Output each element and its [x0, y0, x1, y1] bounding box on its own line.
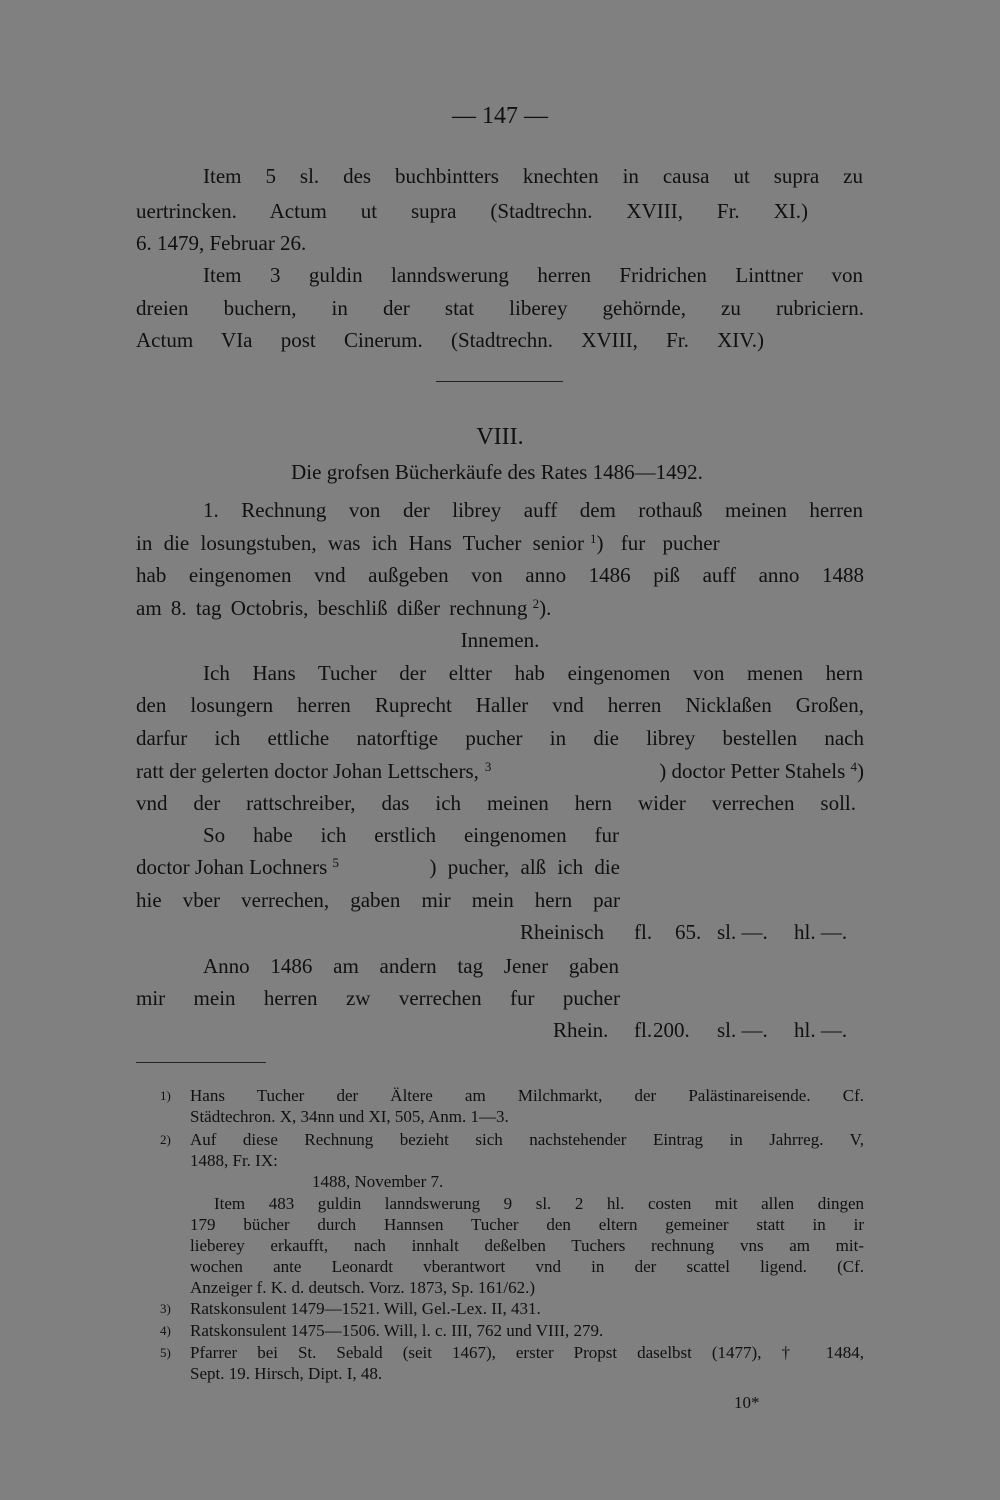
text-line: uertrincken. Actum ut supra (Stadtrechn. XVIII, Fr. XI.) [136, 199, 808, 223]
footnote-line: Auf diese Rechnung bezieht sich nachstehender Eintrag in Jahrreg. V, [190, 1130, 864, 1149]
amount-currency: Rhein. [553, 1018, 609, 1042]
text-line [136, 854, 620, 880]
text-fragment [136, 758, 491, 784]
text-line: dreien buchern, in der stat liberey gehörnde, zu rubriciern. [136, 296, 864, 320]
text-line: 6. 1479, Februar 26. [136, 231, 307, 255]
amount-sl: sl. —. [717, 920, 768, 944]
footnote-line: 1488, Fr. IX: [190, 1151, 278, 1170]
footnote-number: 1) [160, 1088, 171, 1103]
text-line: So habe ich erstlich eingenomen fur [203, 823, 619, 847]
text-line: den losungern herren Ruprecht Haller vnd herren Nicklaßen Großen, [136, 693, 864, 717]
amount-fl: 200. [653, 1018, 690, 1042]
footnote-number: 5) [160, 1345, 171, 1360]
text-fragment: ). [539, 596, 552, 620]
amount-fl: 65. [675, 920, 702, 944]
footnote-number: 2) [160, 1132, 171, 1147]
footnote-line: Ratskonsulent 1475—1506. Will, l. c. III, 762 und VIII, 279. [190, 1321, 604, 1340]
text-line: mir mein herren zw verrechen fur pucher [136, 986, 620, 1010]
footnote-ref: 5 [332, 855, 340, 870]
amount-fl-label: fl. [634, 1018, 653, 1042]
text-line: Item 5 sl. des buchbintters knechten in causa ut supra zu [203, 164, 863, 188]
text-line: 1. Rechnung von der librey auff dem rothauß meinen herren [203, 498, 863, 522]
text-line: Anno 1486 am andern tag Jener gaben [203, 954, 619, 978]
text-fragment: am 8. tag Octobris, beschliß dißer rechnung [136, 596, 528, 620]
text-line: Ich Hans Tucher der eltter hab eingenomen von menen hern [203, 661, 863, 685]
footnote-line: Ratskonsulent 1479—1521. Will, Gel.-Lex. II, 431. [190, 1299, 541, 1318]
footnote-ref: 4 [850, 759, 857, 774]
amount-sl: sl. —. [717, 1018, 768, 1042]
signature-mark: 10* [734, 1393, 760, 1412]
text-line: Item 3 guldin lanndswerung herren Fridrichen Linttner von [203, 263, 863, 287]
section-title: Die grofsen Bücherkäufe des Rates 1486—1492. [291, 460, 703, 484]
text-fragment [136, 854, 339, 880]
footnote-line: Pfarrer bei St. Sebald (seit 1467), erster Propst daselbst (1477), † 1484, [190, 1343, 864, 1362]
footnote-line: 179 bücher durch Hannsen Tucher den eltern gemeiner statt in ir [190, 1215, 864, 1234]
footnote-line: lieberey erkaufft, nach innhalt deßelben Tuchers rechnung vns am mit- [190, 1236, 864, 1255]
footnote-line: Anzeiger f. K. d. deutsch. Vorz. 1873, Sp. 161/62.) [190, 1278, 535, 1297]
text-line [136, 595, 551, 621]
footnote-number: 4) [160, 1323, 171, 1338]
footnote-line: Sept. 19. Hirsch, Dipt. I, 48. [190, 1364, 383, 1383]
amount-fl-label: fl. [634, 920, 653, 944]
footnote-line: Städtechron. X, 34nn und XI, 505, Anm. 1—3. [190, 1107, 509, 1126]
text-fragment [659, 758, 864, 784]
page-number: — 147 — [452, 103, 548, 129]
footnote-line: Hans Tucher der Ältere am Milchmarkt, der Palästinareisende. Cf. [190, 1086, 864, 1105]
amount-hl: hl. —. [794, 1018, 848, 1042]
text-fragment: ) [857, 759, 864, 783]
text-line: Actum VIa post Cinerum. (Stadtrechn. XVIII, Fr. XIV.) [136, 328, 764, 352]
text-line: hab eingenomen vnd außgeben von anno 1486 piß auff anno 1488 [136, 563, 864, 587]
amount-row [520, 920, 864, 945]
footnote-ref: 3 [484, 759, 492, 774]
text-line [136, 758, 864, 784]
section-numeral: VIII. [476, 424, 524, 450]
subheading: Innemen. [460, 628, 540, 652]
text-fragment: in die losungstuben, was ich Hans Tucher senior [136, 531, 584, 555]
footnote-line: wochen ante Leonardt vberantwort vnd in der scattel ligend. (Cf. [190, 1257, 864, 1276]
footnote-line: Item 483 guldin lanndswerung 9 sl. 2 hl. costen mit allen dingen [214, 1194, 864, 1213]
text-fragment: ) doctor Petter Stahels [659, 759, 846, 783]
text-line: hie vber verrechen, gaben mir mein hern par [136, 888, 620, 912]
text-line: darfur ich ettliche natorftige pucher in die librey bestellen nach [136, 726, 864, 750]
text-fragment: ) fur pucher [596, 531, 720, 555]
amount-hl: hl. —. [794, 920, 848, 944]
amount-currency: Rheinisch [520, 920, 604, 944]
footnote-number: 3) [160, 1301, 171, 1316]
footnote-divider [136, 1062, 266, 1063]
footnote-ref: 2 [532, 596, 540, 611]
text-fragment: doctor Johan Lochners [136, 855, 328, 879]
footnote-ref: 1 [589, 531, 597, 546]
text-line [136, 530, 864, 556]
text-fragment: ratt der gelerten doctor Johan Lettschers, [136, 759, 479, 783]
section-divider [436, 381, 563, 382]
text-line: vnd der rattschreiber, das ich meinen hern wider verrechen soll. [136, 791, 856, 815]
footnote-line: 1488, November 7. [312, 1172, 444, 1191]
text-fragment: ) pucher, alß ich die [429, 855, 620, 879]
